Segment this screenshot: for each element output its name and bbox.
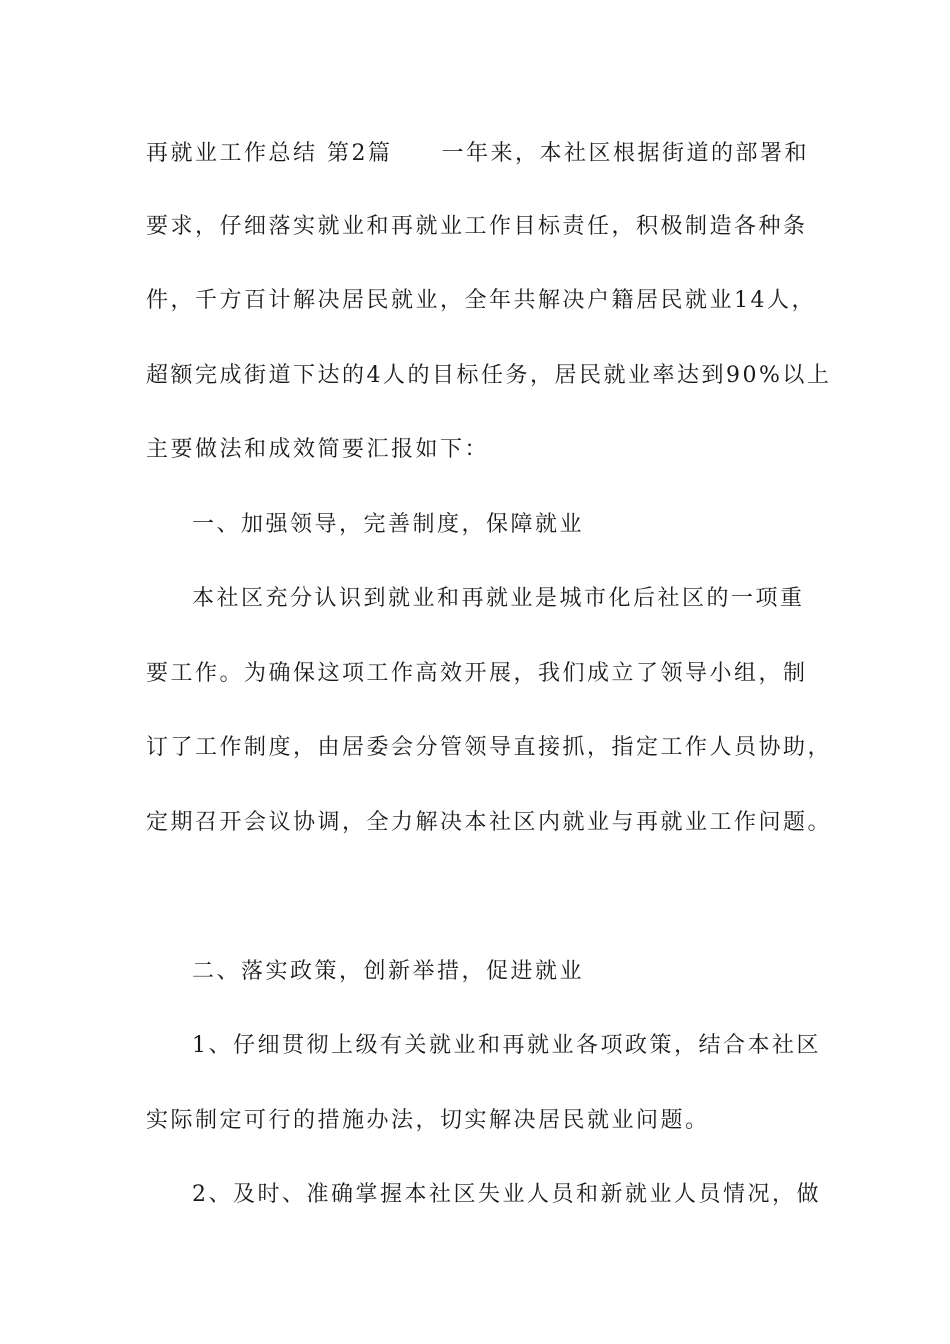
list-item-1-line-1: 1、仔细贯彻上级有关就业和再就业各项政策，结合本社区 bbox=[192, 1033, 821, 1058]
section-heading-1: 一、加强领导，完善制度，保障就业 bbox=[192, 512, 585, 537]
list-item-1-line-2: 实际制定可行的措施办法，切实解决居民就业问题。 bbox=[146, 1108, 710, 1133]
list-item-2-line-1: 2、及时、准确掌握本社区失业人员和新就业人员情况，做 bbox=[192, 1182, 821, 1207]
paragraph-line-10: 定期召开会议协调，全力解决本社区内就业与再就业工作问题。 bbox=[146, 810, 833, 835]
paragraph-line-2: 要求，仔细落实就业和再就业工作目标责任，积极制造各种条 bbox=[146, 214, 808, 239]
paragraph-line-7: 本社区充分认识到就业和再就业是城市化后社区的一项重 bbox=[192, 586, 805, 611]
paragraph-line-5: 主要做法和成效简要汇报如下： bbox=[146, 437, 490, 462]
paragraph-line-9: 订了工作制度，由居委会分管领导直接抓，指定工作人员协助， bbox=[146, 735, 833, 760]
paragraph-line-3: 件，千方百计解决居民就业，全年共解决户籍居民就业14人， bbox=[146, 288, 816, 313]
paragraph-line-8: 要工作。为确保这项工作高效开展，我们成立了领导小组，制 bbox=[146, 661, 808, 686]
paragraph-line-1: 再就业工作总结 第2篇 一年来，本社区根据街道的部署和 bbox=[146, 141, 809, 166]
section-heading-2: 二、落实政策，创新举措，促进就业 bbox=[192, 959, 585, 984]
paragraph-line-4: 超额完成街道下达的4人的目标任务，居民就业率达到90%以上 bbox=[146, 363, 832, 388]
